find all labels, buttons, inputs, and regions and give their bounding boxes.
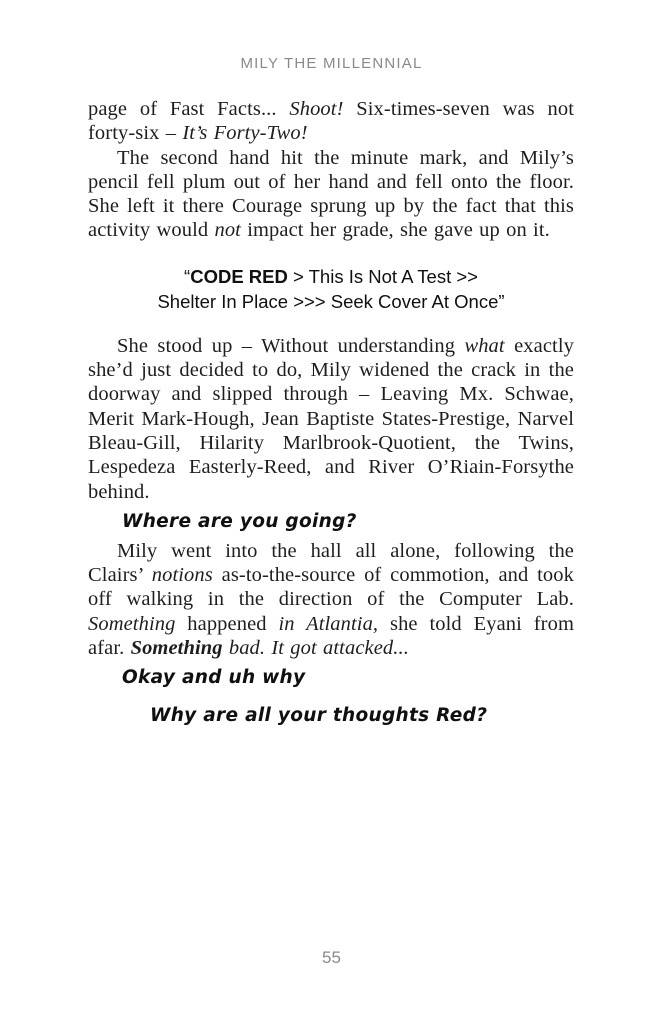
thought-line-thoughts-red: Why are all your thoughts Red? [150, 705, 488, 727]
code-red-announcement [88, 264, 574, 315]
paragraph-second-hand: The second hand hit the minute mark, and Mily’s pencil fell plum out of her hand and fell onto the floor. She left it there Courage sprung up by the fact that this activity would not impact her grade, she gave up on it. [88, 146, 574, 242]
page-body [88, 97, 574, 733]
thought-line-okay-why: Okay and uh why [122, 667, 306, 689]
page-number: 55 [322, 948, 341, 967]
announcement-line-1: “CODE RED > This Is Not A Test >> [184, 265, 478, 287]
thought-line-where-going: Where are you going? [122, 510, 357, 532]
paragraph-mily-hall: Mily went into the hall all alone, following the Clairs’ notions as-to-the-source of commotion, and took off walking in the direction of the Computer Lab. Something happened in Atlantia, she told Eyani from afar. Something bad. It got attacked... [88, 539, 574, 660]
running-header: MILY THE MILLENNIAL [240, 55, 423, 72]
paragraph-she-stood-up: She stood up – Without understanding what exactly she’d just decided to do, Mily widened the crack in the doorway and slipped through – Leaving Mx. Schwae, Merit Mark-Hough, Jean Baptiste States-Prestige, Narvel Bleau-Gill, Hilarity Marlbrook-Quotient, the Twins, Lespedeza Easterly-Reed, and River O’Riain-Forsythe behind. [88, 334, 574, 503]
announcement-line-2: Shelter In Place >>> Seek Cover At Once” [157, 291, 505, 313]
paragraph-fast-facts: page of Fast Facts... Shoot! Six-times-seven was not forty-six – It’s Forty-Two! [88, 98, 574, 145]
